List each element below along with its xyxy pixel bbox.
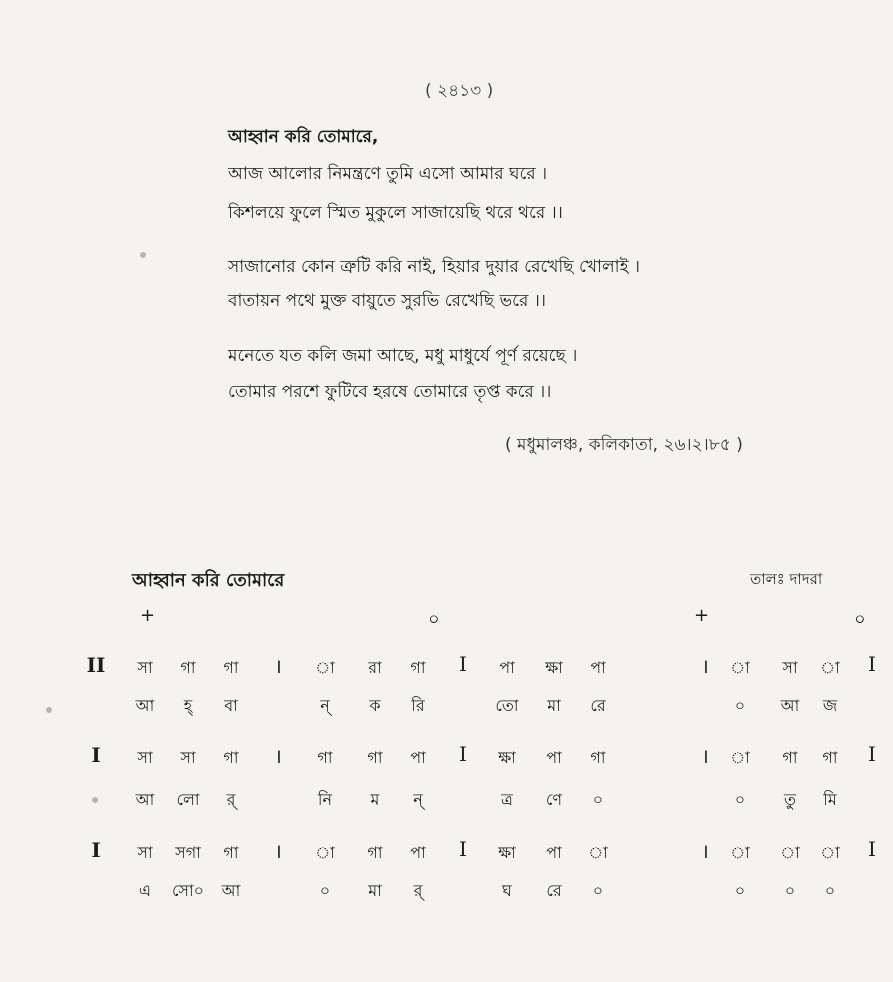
- lyric-syllable: মা: [368, 881, 382, 900]
- lyric-syllable: হ্: [183, 696, 193, 715]
- note: া: [730, 748, 750, 767]
- lyric-syllable: ০: [734, 696, 746, 715]
- lyric-syllable: আ: [780, 696, 800, 715]
- lyric-syllable: নি: [317, 790, 333, 809]
- lyric-syllable: তু: [783, 790, 796, 809]
- note: সা: [137, 748, 153, 767]
- note: ক্ষা: [545, 658, 563, 677]
- note: গা: [223, 843, 239, 862]
- source-citation: ( মধুমালঞ্চ, কলিকাতা, ২৬।২।৮৫ ): [505, 435, 743, 455]
- lyric-syllable: ঘ: [502, 881, 512, 900]
- barline: I: [868, 652, 876, 676]
- lyric-syllable: এ: [138, 881, 152, 900]
- note: পা: [546, 843, 562, 862]
- note: গা: [367, 843, 383, 862]
- note: সা: [137, 843, 153, 862]
- lyric-syllable: মি: [823, 790, 837, 809]
- note: গা: [223, 748, 239, 767]
- note: গা: [410, 658, 426, 677]
- lyric-syllable: আ: [221, 881, 241, 900]
- note: া: [588, 843, 608, 862]
- note: া: [315, 843, 335, 862]
- notation-title: আহ্বান করি তোমারে: [132, 570, 285, 591]
- note: সা: [180, 748, 196, 767]
- note: পা: [546, 748, 562, 767]
- taal-label: তালঃ দাদরা: [750, 570, 823, 588]
- barline: I: [868, 837, 876, 861]
- lyric-syllable: ০: [592, 881, 604, 900]
- note: গা: [180, 658, 196, 677]
- barline: ।: [701, 839, 709, 863]
- barline: ।: [274, 744, 282, 768]
- note: া: [730, 843, 750, 862]
- barline: ।: [701, 654, 709, 678]
- lyric-syllable: তো: [495, 696, 519, 715]
- note: গা: [782, 748, 798, 767]
- note: রা: [368, 658, 382, 677]
- note: পা: [410, 843, 426, 862]
- lyric-syllable: রি: [411, 696, 425, 715]
- start-barline: I: [91, 743, 101, 767]
- lyric-line: তোমার পরশে ফুটিবে হরষে তোমারে তৃপ্ত করে ।।: [228, 382, 552, 402]
- lyric-syllable: আ: [135, 696, 155, 715]
- lyric-syllable: ক: [369, 696, 381, 715]
- beat-marker: +: [694, 605, 710, 626]
- lyric-syllable: র্: [226, 790, 236, 809]
- beat-marker: ০: [428, 609, 440, 630]
- beat-marker: ০: [854, 609, 866, 630]
- note: গা: [223, 658, 239, 677]
- note: গা: [317, 748, 333, 767]
- lyric-syllable: ন্: [320, 696, 330, 715]
- start-barline: II: [86, 653, 106, 677]
- note: গা: [367, 748, 383, 767]
- barline: I: [459, 652, 467, 676]
- lyric-syllable: রে: [590, 696, 606, 715]
- lyric-syllable: ০: [784, 881, 796, 900]
- note: পা: [410, 748, 426, 767]
- barline: ।: [701, 744, 709, 768]
- lyric-syllable: ০: [824, 881, 836, 900]
- barline: I: [459, 837, 467, 861]
- note: ক্ষা: [498, 748, 516, 767]
- lyric-syllable: সো০: [171, 881, 205, 900]
- beat-marker: +: [140, 605, 156, 626]
- lyric-syllable: ০: [592, 790, 604, 809]
- lyric-syllable: রে: [546, 881, 562, 900]
- note: গা: [822, 748, 838, 767]
- lyric-syllable: ০: [734, 881, 746, 900]
- lyric-line: আহ্বান করি তোমারে,: [228, 127, 379, 147]
- note: গা: [590, 748, 606, 767]
- lyric-syllable: বা: [224, 696, 238, 715]
- barline: I: [459, 742, 467, 766]
- lyric-syllable: লো: [176, 790, 200, 809]
- note: ক্ষা: [498, 843, 516, 862]
- barline: I: [868, 742, 876, 766]
- note: া: [820, 658, 840, 677]
- lyric-line: সাজানোর কোন ত্রুটি করি নাই, হিয়ার দুয়ার রেখেছি খোলাই ।: [228, 257, 640, 277]
- lyric-syllable: ণে: [545, 790, 563, 809]
- barline: ।: [274, 654, 282, 678]
- note: া: [315, 658, 335, 677]
- lyric-syllable: র্: [413, 881, 423, 900]
- lyric-syllable: জ: [822, 696, 838, 715]
- lyric-syllable: আ: [135, 790, 155, 809]
- lyric-line: কিশলয়ে ফুলে স্মিত মুকুলে সাজায়েছি থরে থরে ।।: [228, 203, 563, 223]
- barline: ।: [274, 839, 282, 863]
- note: পা: [590, 658, 606, 677]
- lyric-line: মনেতে যত কলি জমা আছে, মধু মাধুর্যে পূর্ণ রয়েছে ।: [228, 346, 578, 366]
- note: সগা: [175, 843, 201, 862]
- lyric-syllable: ০: [319, 881, 331, 900]
- lyric-syllable: ০: [734, 790, 746, 809]
- lyric-syllable: ত্র: [501, 790, 513, 809]
- note: সা: [137, 658, 153, 677]
- start-barline: I: [91, 838, 101, 862]
- lyric-line: বাতায়ন পথে মুক্ত বায়ুতে সুরভি রেখেছি ভরে ।।: [228, 291, 546, 311]
- note: া: [820, 843, 840, 862]
- note: সা: [782, 658, 798, 677]
- note: পা: [499, 658, 515, 677]
- lyric-syllable: মা: [547, 696, 561, 715]
- lyric-line: আজ আলোর নিমন্ত্রণে তুমি এসো আমার ঘরে ।: [228, 164, 548, 184]
- note: া: [780, 843, 800, 862]
- page-number: ( ২৪১৩ ): [425, 81, 494, 101]
- lyric-syllable: ন্: [413, 790, 423, 809]
- note: া: [730, 658, 750, 677]
- lyric-syllable: ম: [370, 790, 380, 809]
